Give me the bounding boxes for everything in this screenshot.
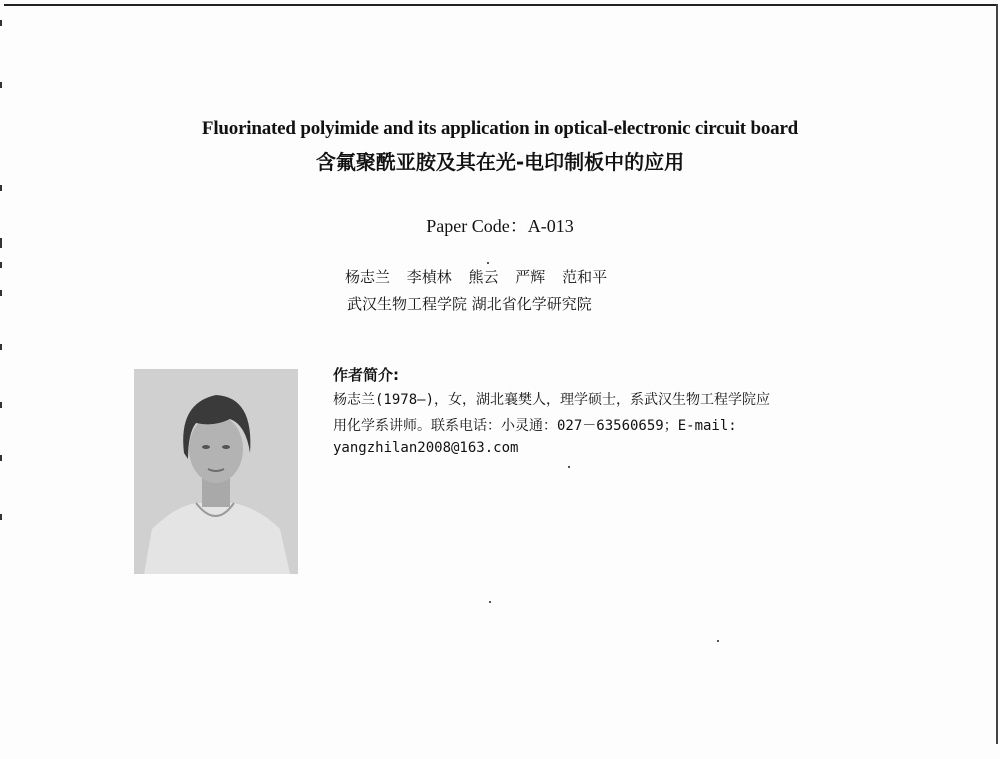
scan-speck (717, 640, 719, 642)
margin-mark (0, 455, 2, 461)
author-email: yangzhilan2008@163.com (333, 440, 519, 456)
author-bio-line: 杨志兰(1978—)，女，湖北襄樊人，理学硕士，系武汉生物工程学院应 (333, 392, 770, 408)
scan-speck (487, 262, 489, 264)
right-border-line (996, 4, 998, 744)
margin-mark (0, 82, 2, 88)
margin-mark (0, 402, 2, 408)
portrait-photo-icon (134, 369, 298, 574)
author-portrait-photo (134, 369, 298, 574)
margin-mark (0, 185, 2, 191)
scan-speck (568, 466, 570, 468)
scan-speck (489, 601, 491, 603)
margin-mark (0, 344, 2, 350)
margin-mark (0, 20, 2, 26)
margin-mark (0, 514, 2, 520)
top-border-line (4, 4, 996, 6)
margin-mark (0, 290, 2, 296)
paper-title-chinese: 含氟聚酰亚胺及其在光-电印制板中的应用 (315, 150, 685, 174)
author-list: 杨志兰 李楨林 熊云 严辉 范和平 (345, 268, 608, 286)
paper-code: Paper Code：A-013 (426, 216, 574, 236)
margin-mark (0, 262, 2, 268)
author-bio-heading: 作者简介: (333, 366, 399, 384)
paper-title-english: Fluorinated polyimide and its application in optical-electronic circuit board (201, 118, 799, 139)
author-affiliation: 武汉生物工程学院 湖北省化学研究院 (347, 295, 592, 313)
author-bio-line: 用化学系讲师。联系电话：小灵通：027－63560659；E-mail: (333, 418, 737, 434)
margin-mark (0, 238, 2, 248)
